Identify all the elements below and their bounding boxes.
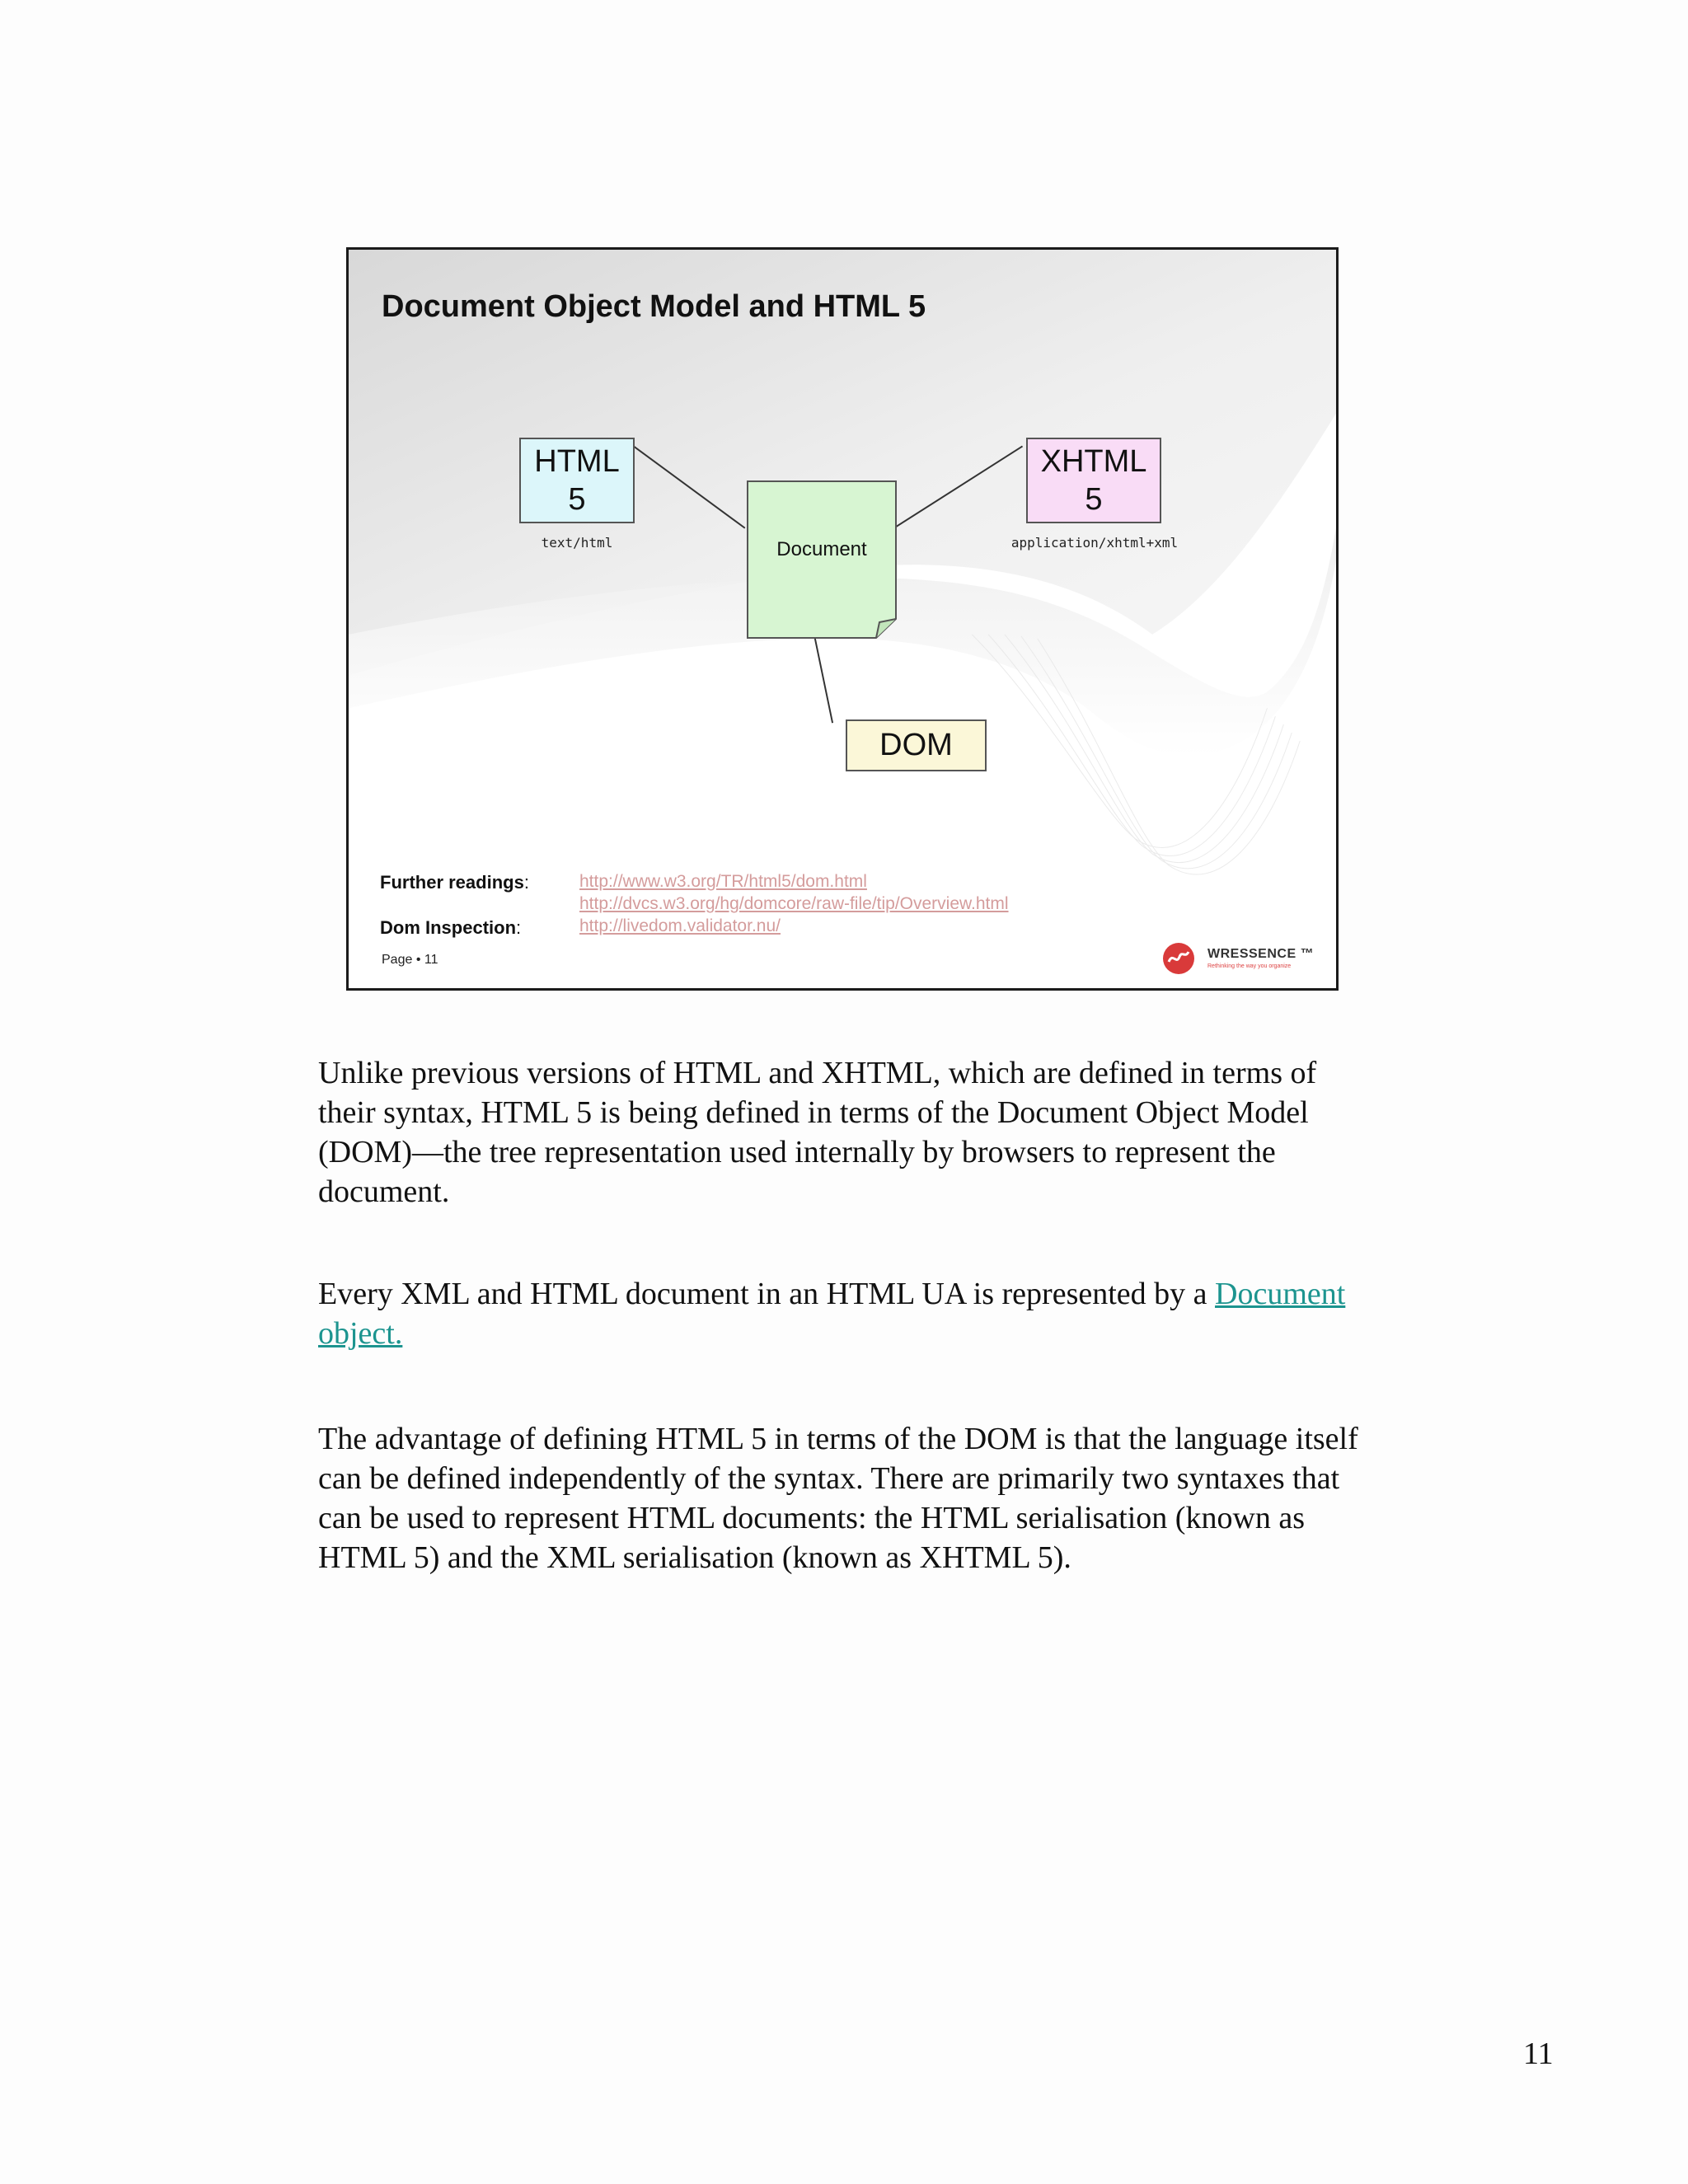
dom-label: DOM <box>879 728 953 762</box>
logo-tagline: Rethinking the way you organize <box>1207 963 1292 969</box>
xhtml5-mime-type: application/xhtml+xml <box>1010 535 1179 551</box>
xhtml5-box-line1: XHTML <box>1040 444 1147 479</box>
page-number: 11 <box>1523 2036 1554 2071</box>
paragraph-dom-intro: Unlike previous versions of HTML and XHTML, which are defined in terms of their syntax, HTML 5 is being defined in terms of the Document Object Model (DOM)—the tree representation used internally by browsers to represent the document. <box>318 1056 1317 1209</box>
document-label: Document <box>776 538 867 560</box>
slide-page-mark: Page • 11 <box>382 953 438 967</box>
link-w3-dom[interactable]: http://www.w3.org/TR/html5/dom.html <box>579 872 867 891</box>
dom-box <box>846 719 987 771</box>
html5-mime-type: text/html <box>541 535 613 551</box>
html5-box <box>519 438 635 523</box>
further-readings-label: Further readings: <box>380 872 529 893</box>
link-livedom[interactable]: http://livedom.validator.nu/ <box>579 916 781 935</box>
xhtml5-box <box>1026 438 1161 523</box>
xhtml5-box-line2: 5 <box>1085 482 1103 517</box>
slide-title: Document Object Model and HTML 5 <box>382 289 926 324</box>
paragraph-document-object-text: Every XML and HTML document in an HTML UA is represented by a <box>318 1277 1216 1311</box>
document-object-link[interactable]: Document object. <box>318 1277 1346 1351</box>
paragraph-advantage: The advantage of defining HTML 5 in terms of the DOM is that the language itself can be defined independently of the syntax. There are primarily two syntaxes that can be used to represent HTML documents: the HTML serialisation (known as HTML 5) and the XML serialisation (known as XHTML 5). <box>318 1422 1358 1575</box>
html5-box-line2: 5 <box>568 482 586 517</box>
dom-inspection-label: Dom Inspection: <box>380 917 522 938</box>
paragraph-document-object <box>318 1274 1381 1353</box>
html5-box-line1: HTML <box>534 444 620 479</box>
link-dvcs-domcore[interactable]: http://dvcs.w3.org/hg/domcore/raw-file/tip/Overview.html <box>579 894 1009 913</box>
logo-text: WRESSENCE ™ <box>1207 947 1315 961</box>
slide-image <box>346 247 1339 991</box>
